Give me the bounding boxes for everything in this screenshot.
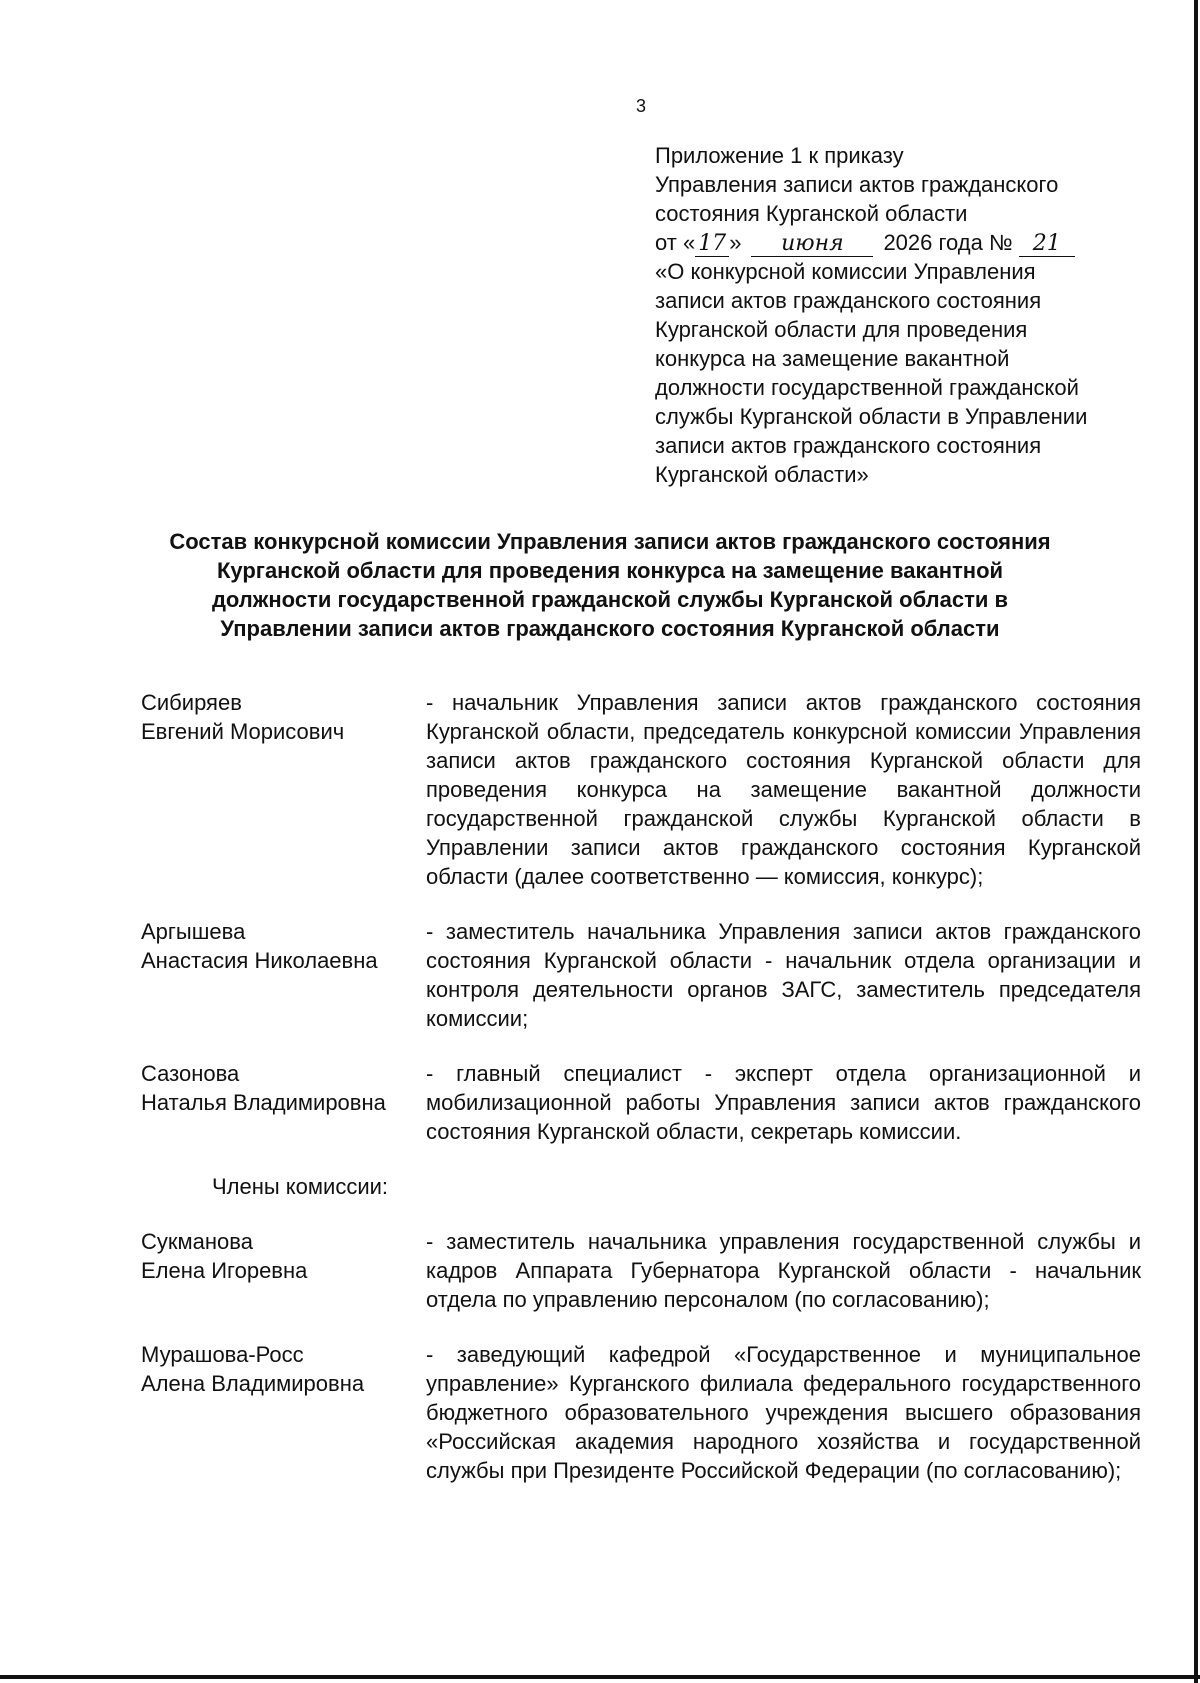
member-name xyxy=(141,688,426,891)
commission-secretary xyxy=(141,1059,1141,1146)
member-role: - заведующий кафедрой «Государственное и муниципальное управление» Курганского филиала федерального государственного бюджетного образовательного учреждения высшего образования «Российская академия народного хозяйства и государственной службы при Президенте Российской Федерации (по согласованию); xyxy=(426,1342,1141,1483)
commission-deputy-chair xyxy=(141,917,1141,1033)
appendix-subject-line: записи актов гражданского состояния xyxy=(655,288,1042,313)
handwritten-order-number: 21 xyxy=(1019,232,1075,257)
member-role: - заместитель начальника Управления записи актов гражданского состояния Курганской области - начальник отдела организации и контроля деятельности органов ЗАГС, заместитель председателя комиссии; xyxy=(426,919,1141,1031)
member-role: - заместитель начальника управления государственной службы и кадров Аппарата Губернатора Курганской области - начальник отдела по управлению персоналом (по согласованию); xyxy=(426,1229,1141,1312)
appendix-subject-line: конкурса на замещение вакантной xyxy=(655,346,1010,371)
member-surname: Сукманова xyxy=(141,1229,253,1254)
title-line: должности государственной гражданской службы Курганской области в xyxy=(211,587,1009,612)
appendix-line: состояния Курганской области xyxy=(655,201,968,226)
appendix-line: Приложение 1 к приказу xyxy=(655,143,904,168)
page-number: 3 xyxy=(636,96,647,116)
member-surname: Аргышева xyxy=(141,919,246,944)
commission-member xyxy=(141,1227,1141,1314)
date-quote: » xyxy=(729,230,742,255)
appendix-subject-line: должности государственной гражданской xyxy=(655,375,1079,400)
date-year: 2026 года № xyxy=(883,230,1013,255)
appendix-subject-line: записи актов гражданского состояния xyxy=(655,433,1042,458)
date-prefix: от « xyxy=(655,230,696,255)
member-given-names: Алена Владимировна xyxy=(141,1371,365,1396)
appendix-subject-line: Курганской области» xyxy=(655,462,869,487)
member-role: - начальник Управления записи актов гражданского состояния Курганской области, председатель конкурсной комиссии Управления записи актов гражданского состояния Курганской области для проведения конкурса на замещение вакантной должности государственной гражданской службы Курганской области в Управлении записи актов гражданского состояния Курганской области (далее соответственно — комиссия, конкурс); xyxy=(426,690,1141,889)
commission-chair xyxy=(141,688,1141,891)
member-name xyxy=(141,1340,426,1485)
member-name xyxy=(141,1059,426,1146)
title-line: Управлении записи актов гражданского состояния Курганской области xyxy=(220,616,1000,641)
handwritten-day: 17 xyxy=(695,232,729,257)
page-border-right xyxy=(1194,0,1198,1683)
member-name xyxy=(141,917,426,1033)
member-surname: Мурашова-Росс xyxy=(141,1342,304,1367)
member-given-names: Елена Игоревна xyxy=(141,1258,308,1283)
title-line: Курганской области для проведения конкурса на замещение вакантной xyxy=(216,558,1004,583)
appendix-subject-line: «О конкурсной комиссии Управления xyxy=(655,259,1036,284)
member-surname: Сибиряев xyxy=(141,690,242,715)
commission-member xyxy=(141,1340,1141,1485)
order-date-line xyxy=(655,228,1175,257)
appendix-subject-line: Курганской области для проведения xyxy=(655,317,1028,342)
members-heading: Члены комиссии: xyxy=(212,1174,389,1199)
page-border-bottom xyxy=(0,1675,1200,1679)
member-name xyxy=(141,1227,426,1314)
member-given-names: Евгений Морисович xyxy=(141,719,345,744)
member-given-names: Анастасия Николаевна xyxy=(141,948,378,973)
title-line: Состав конкурсной комиссии Управления записи актов гражданского состояния xyxy=(169,529,1051,554)
member-role: - главный специалист - эксперт отдела организационной и мобилизационной работы Управления записи актов гражданского состояния Курганской области, секретарь комиссии. xyxy=(426,1061,1141,1144)
member-surname: Сазонова xyxy=(141,1061,240,1086)
appendix-header xyxy=(655,141,1175,489)
document-title xyxy=(120,527,1100,643)
appendix-subject-line: службы Курганской области в Управлении xyxy=(655,404,1088,429)
commission-list xyxy=(141,688,1141,1511)
member-given-names: Наталья Владимировна xyxy=(141,1090,386,1115)
handwritten-month: июня xyxy=(751,232,873,257)
appendix-line: Управления записи актов гражданского xyxy=(655,172,1059,197)
